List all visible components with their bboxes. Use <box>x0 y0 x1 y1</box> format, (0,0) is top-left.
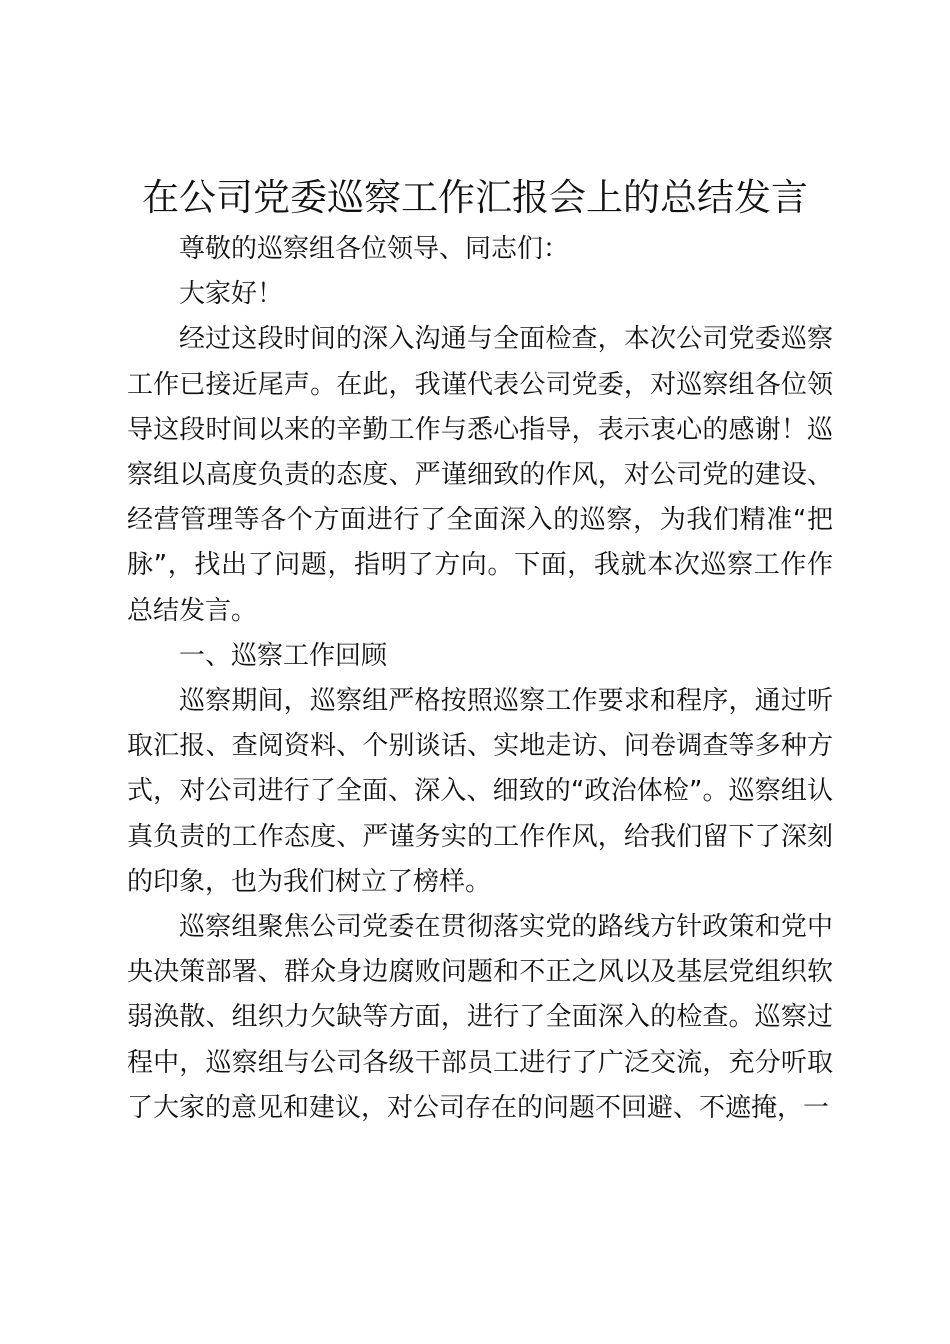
body-paragraph: 巡察组聚焦公司党委在贯彻落实党的路线方针政策和党中央决策部署、群众身边腐败问题和不正之风以及基层党组织软弱涣散、组织力欠缺等方面，进行了全面深入的检查。巡察过程中，巡察组与公司各级干部员工进行了广泛交流，充分听取了大家的意见和建议，对公司存在的问题不回避、不遮掩，一 <box>127 912 833 1123</box>
salutation: 尊敬的巡察组各位领导、同志们： <box>179 234 570 264</box>
greeting: 大家好！ <box>179 279 284 310</box>
body-paragraph: 巡察期间，巡察组严格按照巡察工作要求和程序，通过听取汇报、查阅资料、个别谈话、实地走访、问卷调查等多种方式，对公司进行了全面、深入、细致的“政治体检”。巡察组认真负责的工作态度、严谨务实的工作作风，给我们留下了深刻的印象，也为我们树立了榜样。 <box>127 686 833 897</box>
document-title: 在公司党委巡察工作汇报会上的总结发言 <box>142 176 808 219</box>
section-heading: 一、巡察工作回顾 <box>179 640 388 671</box>
document-body <box>127 227 833 1131</box>
intro-paragraph: 经过这段时间的深入沟通与全面检查，本次公司党委巡察工作已接近尾声。在此，我谨代表公司党委，对巡察组各位领导这段时间以来的辛勤工作与悉心指导，表示衷心的感谢！巡察组以高度负责的态度、严谨细致的作风，对公司党的建设、经营管理等各个方面进行了全面深入的巡察，为我们精准“把脉”，找出了问题，指明了方向。下面，我就本次巡察工作作总结发言。 <box>127 324 833 626</box>
